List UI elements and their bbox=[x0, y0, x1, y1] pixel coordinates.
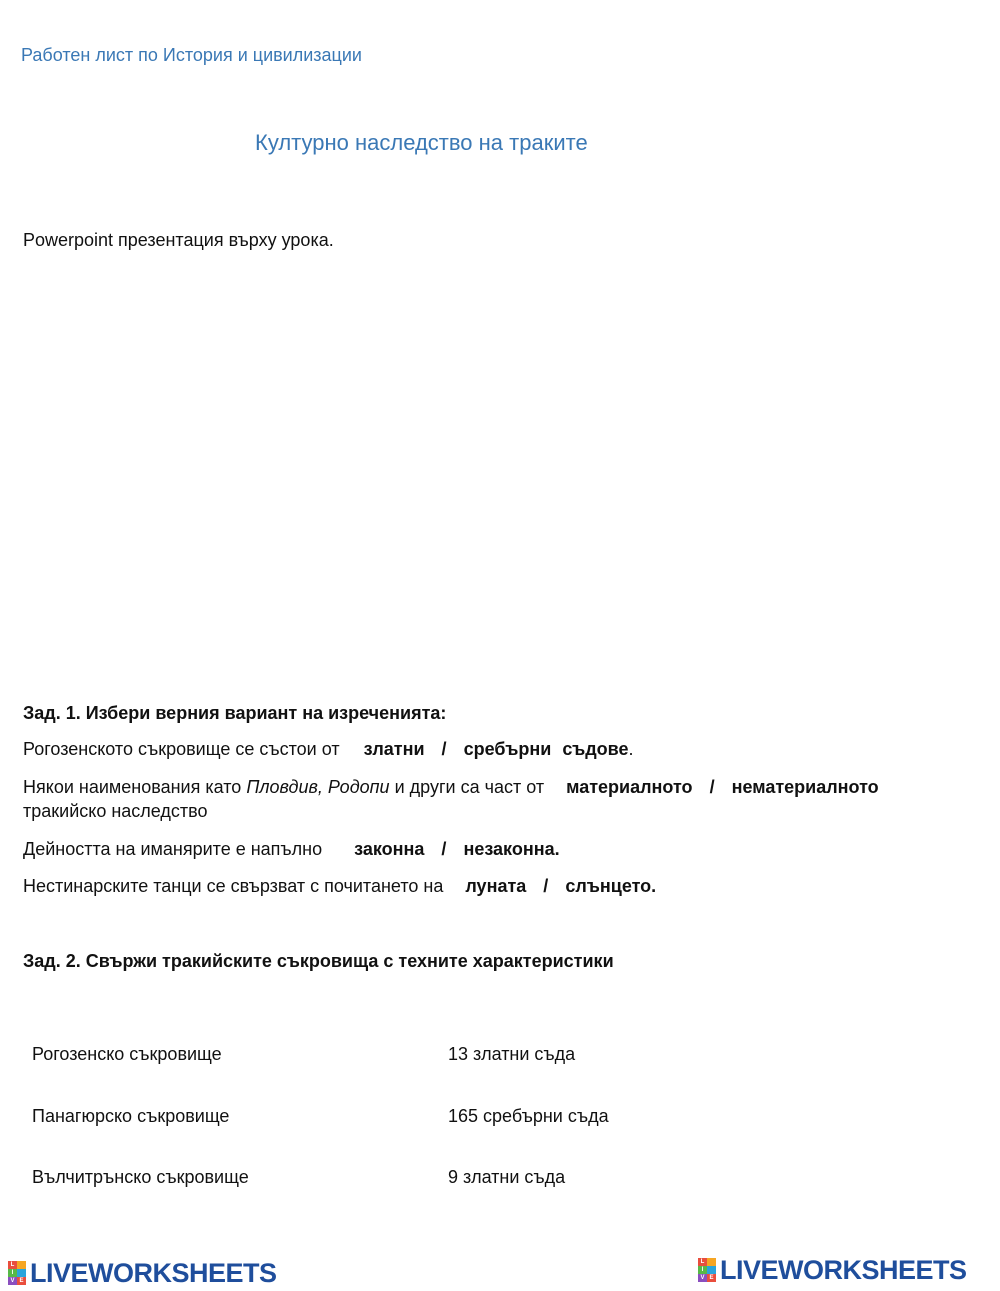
task1-sentence-3 bbox=[23, 839, 560, 860]
option-srebarni[interactable]: сребърни bbox=[463, 739, 552, 759]
option-separator: / bbox=[441, 739, 447, 759]
brand-name: LIVEWORKSHEETS bbox=[720, 1254, 967, 1285]
sentence-text: и други са част от bbox=[394, 777, 545, 797]
brand-name: LIVEWORKSHEETS bbox=[30, 1257, 277, 1288]
option-separator: / bbox=[441, 839, 447, 859]
option-zakonna[interactable]: законна bbox=[354, 839, 425, 859]
liveworksheets-mark-icon: L I V E bbox=[8, 1261, 26, 1285]
sentence-text: Нестинарските танци се свързват с почитането на bbox=[23, 876, 444, 896]
option-nezakonna[interactable]: незаконна. bbox=[463, 839, 560, 859]
match-right-item[interactable]: 165 сребърни съда bbox=[448, 1106, 609, 1126]
task2-heading: Зад. 2. Свържи тракийските съкровища с техните характеристики bbox=[23, 951, 614, 971]
liveworksheets-logo-right bbox=[698, 1255, 967, 1285]
sentence-text: Някои наименования като bbox=[23, 777, 242, 797]
task1-heading: Зад. 1. Избери верния вариант на изреченията: bbox=[23, 703, 447, 723]
worksheet-subject: Работен лист по История и цивилизации bbox=[21, 45, 362, 65]
sentence-text: Дейността на иманярите е напълно bbox=[23, 839, 323, 859]
match-left-item[interactable]: Вълчитрънско съкровище bbox=[32, 1167, 249, 1187]
option-separator: / bbox=[543, 876, 549, 896]
task1-sentence-4 bbox=[23, 876, 656, 897]
match-right-item[interactable]: 13 златни съда bbox=[448, 1044, 576, 1064]
intro-text: Powerpoint презентация върху урока. bbox=[23, 230, 334, 250]
match-left-item[interactable]: Панагюрско съкровище bbox=[32, 1106, 230, 1126]
option-separator: / bbox=[709, 777, 715, 797]
sentence-italic-text: Пловдив, Родопи bbox=[246, 777, 390, 797]
option-slanceto[interactable]: слънцето. bbox=[565, 876, 657, 896]
option-materialnoto[interactable]: материалното bbox=[566, 777, 693, 797]
liveworksheets-logo-left bbox=[8, 1258, 277, 1288]
task1-sentence-1 bbox=[23, 739, 633, 760]
task1-sentence-2 bbox=[23, 777, 879, 798]
page-title: Културно наследство на траките bbox=[255, 130, 588, 155]
match-right-item[interactable]: 9 златни съда bbox=[448, 1167, 566, 1187]
sentence-word: съдове bbox=[562, 739, 629, 759]
option-zlatni[interactable]: златни bbox=[363, 739, 425, 759]
sentence-text: Рогозенското съкровище се състои от bbox=[23, 739, 340, 759]
match-left-item[interactable]: Рогозенско съкровище bbox=[32, 1044, 222, 1064]
option-nematerialnoto[interactable]: нематериалното bbox=[731, 777, 879, 797]
liveworksheets-mark-icon: L I V E bbox=[698, 1258, 716, 1282]
sentence-end: . bbox=[628, 739, 634, 759]
option-lunata[interactable]: луната bbox=[465, 876, 527, 896]
task1-sentence-2-continued: тракийско наследство bbox=[23, 801, 208, 821]
